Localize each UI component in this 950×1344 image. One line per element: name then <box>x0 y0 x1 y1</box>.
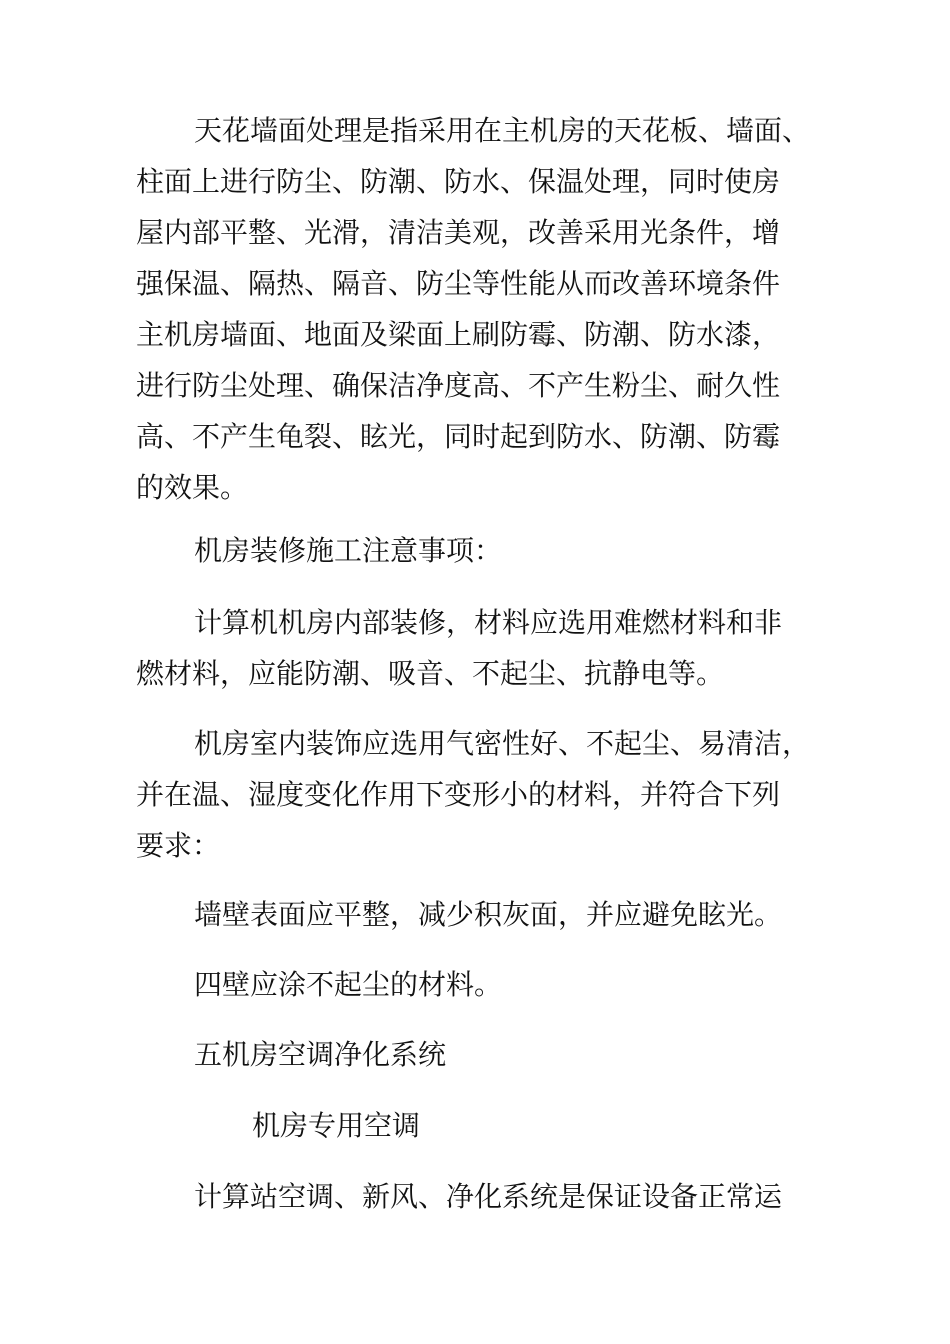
text-line: 的效果。 <box>136 471 249 504</box>
paragraph-computing-station-ac <box>136 1171 816 1222</box>
text-line: 高、不产生龟裂、眩光，同时起到防水、防潮、防霉 <box>136 420 781 453</box>
text-line: 五机房空调净化系统 <box>194 1038 447 1071</box>
text-line: 并在温、湿度变化作用下变形小的材料，并符合下列 <box>136 778 781 811</box>
text-line: 进行防尘处理、确保洁净度高、不产生粉尘、耐久性 <box>136 369 781 402</box>
text-line: 强保温、隔热、隔音、防尘等性能从而改善环境条件 <box>136 267 781 300</box>
text-line: 燃材料，应能防潮、吸音、不起尘、抗静电等。 <box>136 657 725 690</box>
text-line: 机房室内装饰应选用气密性好、不起尘、易清洁， <box>194 727 811 760</box>
text-line: 机房装修施工注意事项： <box>194 534 503 567</box>
text-line: 计算站空调、新风、净化系统是保证设备正常运 <box>194 1180 783 1213</box>
paragraph-interior-materials <box>136 597 816 699</box>
text-line: 天花墙面处理是指采用在主机房的天花板、墙面、 <box>194 114 811 147</box>
subsection-heading-dedicated-ac <box>136 1100 816 1151</box>
paragraph-wall-coating <box>136 959 816 1010</box>
text-line: 计算机机房内部装修，材料应选用难燃材料和非 <box>194 606 783 639</box>
text-line: 屋内部平整、光滑，清洁美观，改善采用光条件，增 <box>136 216 781 249</box>
text-line: 机房专用空调 <box>252 1109 421 1142</box>
paragraph-wall-surface <box>136 889 816 940</box>
section-heading-air-conditioning <box>136 1029 816 1080</box>
text-line: 四壁应涂不起尘的材料。 <box>194 968 503 1001</box>
text-line: 主机房墙面、地面及梁面上刷防霉、防潮、防水漆， <box>136 318 781 351</box>
text-line: 柱面上进行防尘、防潮、防水、保温处理，同时使房 <box>136 165 781 198</box>
paragraph-ceiling-wall-treatment <box>136 105 816 513</box>
paragraph-interior-decoration <box>136 718 816 871</box>
paragraph-construction-notes-heading <box>136 525 816 576</box>
text-line: 墙壁表面应平整，减少积灰面，并应避免眩光。 <box>194 898 783 931</box>
text-line: 要求： <box>136 829 221 862</box>
